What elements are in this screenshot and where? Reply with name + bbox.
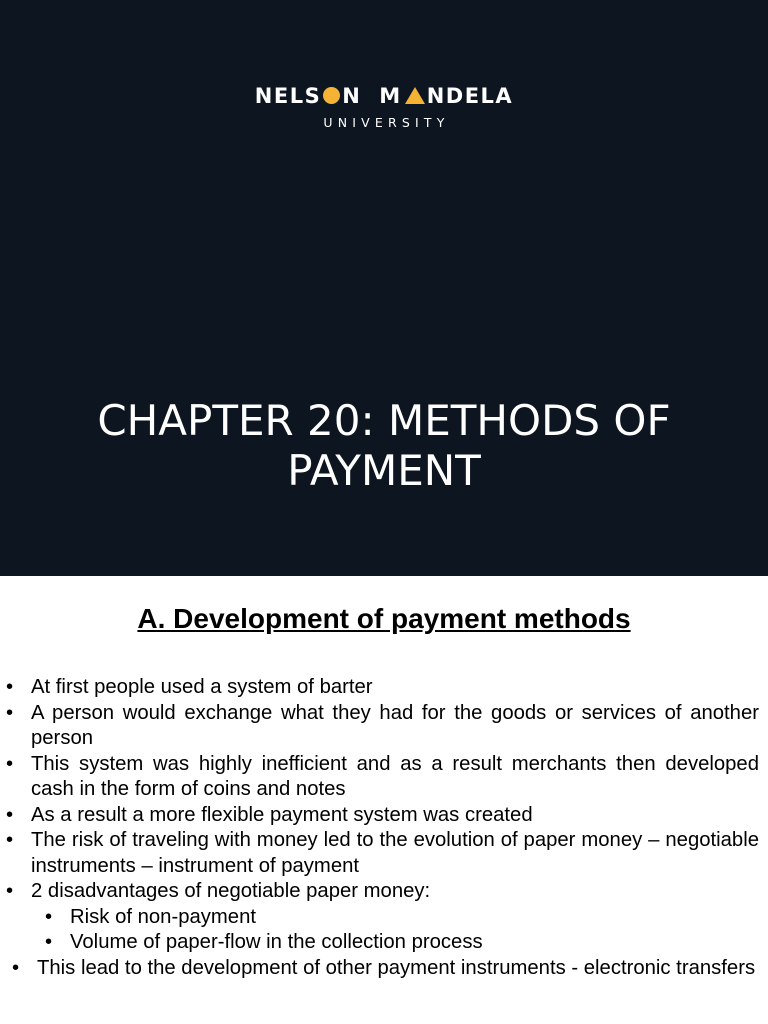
bullet-item: • This system was highly inefficient and as a result merchants then developed cash in the form of coins and notes — [0, 752, 768, 803]
bullet-item: • At first people used a system of barter — [0, 675, 768, 701]
bullet-item: • A person would exchange what they had for the goods or services of another person — [0, 701, 768, 752]
slide-title-line1: CHAPTER 20: METHODS OF — [97, 396, 671, 445]
logo-triangle-icon — [405, 87, 425, 104]
bullet-list — [0, 675, 768, 981]
university-logo — [0, 84, 768, 130]
logo-subtitle: UNIVERSITY — [323, 115, 450, 130]
logo-text-n: N — [342, 84, 362, 108]
sub-bullet-item: • Volume of paper-flow in the collection process — [0, 930, 768, 956]
logo-text-m: M — [379, 84, 402, 108]
logo-circle-icon — [323, 87, 340, 104]
slide-title-line2: PAYMENT — [287, 446, 481, 495]
bullet-item: • This lead to the development of other payment instruments - electronic transfers — [0, 956, 768, 982]
logo-text-ndela: NDELA — [426, 84, 514, 108]
bullet-item: • 2 disadvantages of negotiable paper money: — [0, 879, 768, 905]
logo-wordmark — [0, 84, 768, 108]
slide-title — [40, 396, 728, 496]
sub-bullet-item: • Risk of non-payment — [0, 905, 768, 931]
bullet-item: • The risk of traveling with money led to the evolution of paper money – negotiable instruments – instrument of payment — [0, 828, 768, 879]
logo-text-nels: NELS — [254, 84, 322, 108]
section-heading: A. Development of payment methods — [137, 603, 631, 634]
content-slide — [0, 576, 768, 1024]
bullet-item: • As a result a more flexible payment system was created — [0, 803, 768, 829]
